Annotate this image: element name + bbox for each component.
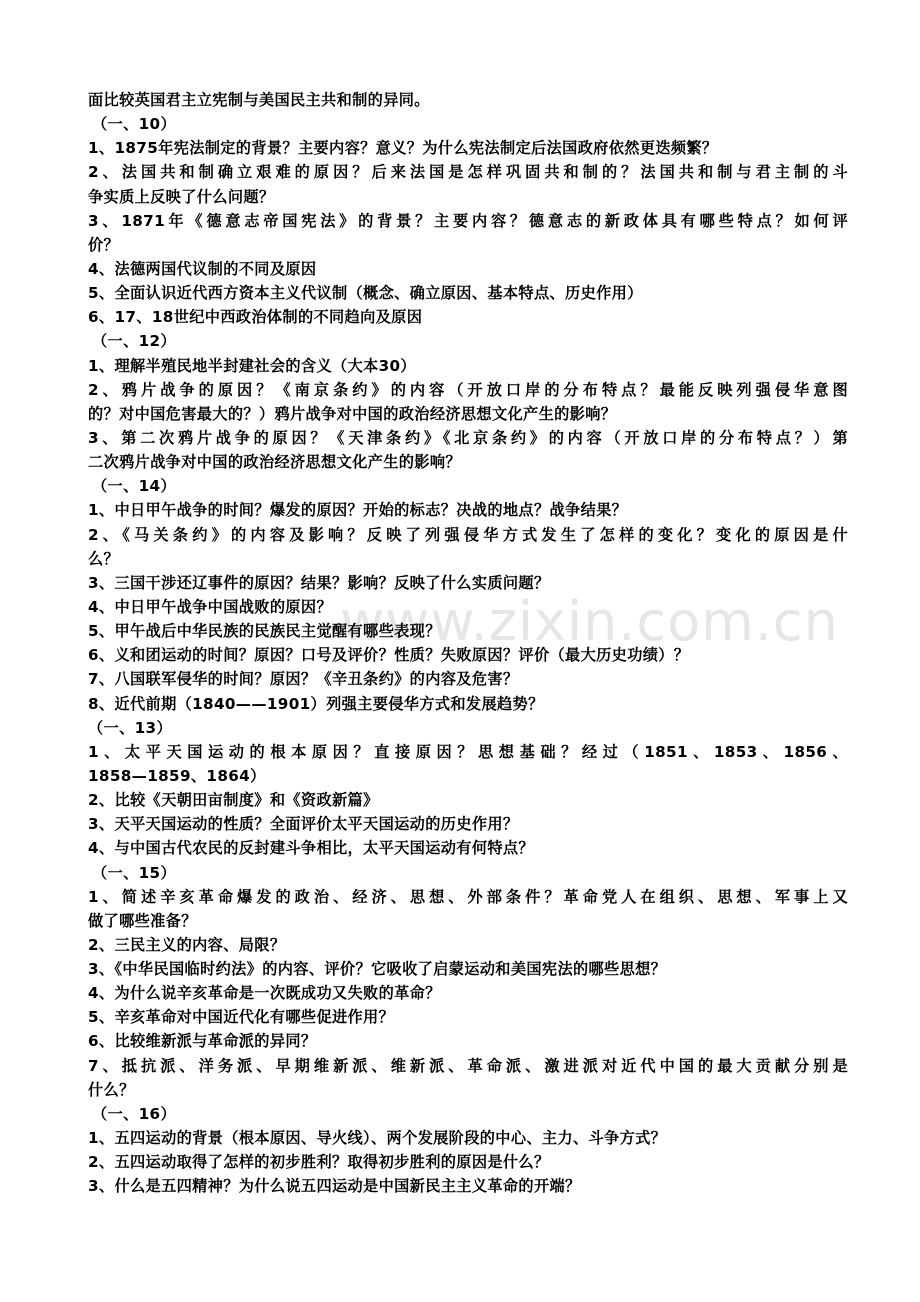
question-line: 4、法德两国代议制的不同及原因	[88, 259, 317, 278]
question-line: 6、比较维新派与革命派的异同？	[88, 1032, 317, 1051]
question-line: 1858—1859、1864）	[88, 766, 266, 785]
section-heading: （一、15）	[92, 863, 176, 882]
question-line: 争实质上反映了什么问题？	[88, 187, 275, 206]
question-line: 什么？	[88, 1080, 135, 1099]
question-line: 2、鸦片战争的原因？《南京条约》的内容（开放口岸的分布特点？最能反映列强侵华意图	[88, 380, 848, 399]
question-line: 1、理解半殖民地半封建社会的含义（大本30）	[88, 356, 416, 375]
question-line: 3、《中华民国临时约法》的内容、评价？它吸收了启蒙运动和美国宪法的哪些思想？	[88, 960, 667, 979]
question-line: 二次鸦片战争对中国的政治经济思想文化产生的影响？	[88, 453, 461, 472]
section-heading: （一、13）	[88, 718, 172, 737]
question-line: 3、三国干涉还辽事件的原因？结果？影响？反映了什么实质问题？	[88, 573, 550, 592]
question-line: 4、与中国古代农民的反封建斗争相比，太平天国运动有何特点？	[88, 839, 534, 858]
question-line: 4、为什么说辛亥革命是一次既成功又失败的革命？	[88, 984, 441, 1003]
question-line: 么？	[88, 549, 120, 568]
question-line: 做了哪些准备？	[88, 911, 197, 930]
question-line: 价？	[88, 235, 120, 254]
section-heading: （一、16）	[92, 1104, 176, 1123]
question-line: 2、比较《天朝田亩制度》和《资政新篇》	[88, 791, 379, 810]
question-line: 2、《马关条约》的内容及影响？反映了列强侵华方式发生了怎样的变化？变化的原因是什	[88, 525, 848, 544]
question-line: 4、中日甲午战争中国战败的原因？	[88, 597, 332, 616]
question-line: 7、抵抗派、洋务派、早期维新派、维新派、革命派、激进派对近代中国的最大贡献分别是	[88, 1056, 848, 1075]
watermark: www.zixin.com.cn	[340, 590, 839, 653]
question-line: 3、1871年《德意志帝国宪法》的背景？主要内容？德意志的新政体具有哪些特点？如何评	[88, 211, 848, 230]
question-line: 的？对中国危害最大的？）鸦片战争对中国的政治经济思想文化产生的影响？	[88, 404, 617, 423]
question-line: 3、第二次鸦片战争的原因？《天津条约》《北京条约》的内容（开放口岸的分布特点？）第	[88, 428, 848, 447]
section-heading: （一、10）	[92, 115, 176, 134]
question-line: 5、全面认识近代西方资本主义代议制（概念、确立原因、基本特点、历史作用）	[88, 284, 643, 303]
document-page	[88, 88, 848, 1198]
text-line: 面比较英国君主立宪制与美国民主共和制的异同。	[88, 91, 430, 109]
question-line: 8、近代前期（1840——1901）列强主要侵华方式和发展趋势？	[88, 694, 544, 713]
question-line: 2、五四运动取得了怎样的初步胜利？取得初步胜利的原因是什么？	[88, 1153, 550, 1172]
question-line: 1、简述辛亥革命爆发的政治、经济、思想、外部条件？革命党人在组织、思想、军事上又	[88, 887, 848, 906]
section-heading: （一、14）	[92, 477, 176, 496]
question-line: 1、五四运动的背景（根本原因、导火线）、两个发展阶段的中心、主力、斗争方式？	[88, 1129, 667, 1148]
question-line: 6、义和团运动的时间？原因？口号及评价？性质？失败原因？评价（最大历史功绩）？	[88, 646, 690, 665]
question-line: 5、甲午战后中华民族的民族民主觉醒有哪些表现？	[88, 622, 441, 641]
question-line: 1、中日甲午战争的时间？爆发的原因？开始的标志？决战的地点？战争结果？	[88, 501, 628, 520]
question-line: 2、法国共和制确立艰难的原因？后来法国是怎样巩固共和制的？法国共和制与君主制的斗	[88, 163, 848, 182]
question-line: 5、辛亥革命对中国近代化有哪些促进作用？	[88, 1008, 395, 1027]
question-line: 1、1875年宪法制定的背景？主要内容？意义？为什么宪法制定后法国政府依然更迭频繁？	[88, 139, 718, 158]
question-line: 3、什么是五四精神？为什么说五四运动是中国新民主主义革命的开端？	[88, 1177, 581, 1196]
question-line: 2、三民主义的内容、局限？	[88, 935, 286, 954]
question-line: 7、八国联军侵华的时间？原因？《辛丑条约》的内容及危害？	[88, 670, 519, 689]
section-heading: （一、12）	[92, 332, 176, 351]
question-line: 1、太平天国运动的根本原因？直接原因？思想基础？经过（1851、1853、1856、	[88, 742, 848, 761]
question-line: 6、17、18世纪中西政治体制的不同趋向及原因	[88, 308, 423, 327]
question-line: 3、天平天国运动的性质？全面评价太平天国运动的历史作用？	[88, 815, 519, 834]
